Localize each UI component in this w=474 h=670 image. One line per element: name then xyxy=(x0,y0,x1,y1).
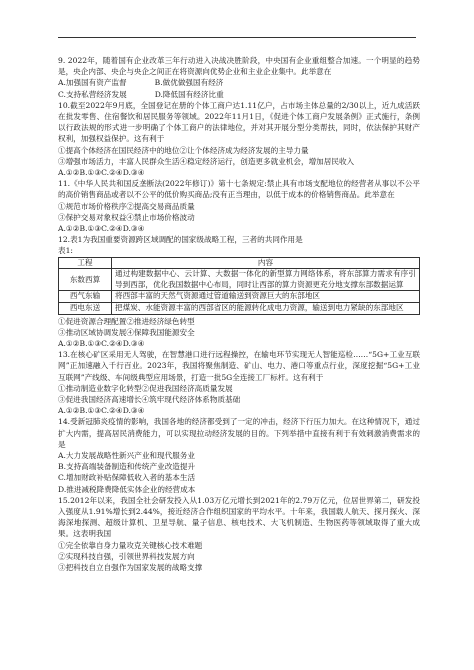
q15-item-1: ①完全依靠自身力量攻克关键核心技术难题 xyxy=(58,540,203,550)
q14-option-c: C.增加财政补贴保障低收入者的基本生活 xyxy=(58,473,196,483)
table-cell-project: 西气东输 xyxy=(59,291,112,303)
q9-option-a: A.加强国有资产监督 xyxy=(58,78,127,88)
q13-answer-options: A.①②B.①③C.②④D.③④ xyxy=(58,406,145,416)
q10-item-line2: ③增强市场活力，丰富人民群众生活④稳定经济运行，创造更多就业机会，增加居民收入 xyxy=(58,156,355,166)
q9-options-row2 xyxy=(58,89,420,100)
q10-stem: 10.截至2022年9月底，全国登记在册的个体工商户达1.11亿户，占市场主体总量的2/30以上，近九成活跃在批发零售、住宿餐饮和居民服务等领域。2022年11月1日，《促进个体工商户发展条例》正式施行，条例以行政法规的形式进一步明确了个体工商户的法律地位，并对其开展分型分类帮扶，同时，依法保护其财产权利，加强权益保护。这有利于 xyxy=(58,100,420,144)
q11-item-line2: ③保护交易对象权益④禁止市场价格波动 xyxy=(58,212,195,222)
q14-stem: 14.受新冠肺炎疫情的影响，我国各地的经济都受到了一定的冲击，经济下行压力加大。在这种情况下，通过扩大内需，提高居民消费能力，可以实现拉动经济发展的目的。下列举措中直接有利于有效刺激消费需求的是 xyxy=(58,417,420,449)
q10-answer-options: A.①②B.①③C.②④D.③④ xyxy=(58,168,145,178)
question-list xyxy=(58,55,420,573)
q9-option-c: C.支持私营经济发展 xyxy=(58,89,127,99)
q13-item-line2: ③促进我国经济高速增长④筑牢现代经济体系物质基础 xyxy=(58,395,241,405)
q12-answer-options: A.①②B.①③C.②④D.③④ xyxy=(58,339,145,349)
q9-option-b: B.做优做强国有经济 xyxy=(154,78,224,88)
q9-options-row1 xyxy=(58,77,420,88)
table-row xyxy=(59,303,420,315)
q12-item-line2: ③推动区域协调发展④保障我国能源安全 xyxy=(58,327,195,337)
table-header-project: 工程 xyxy=(59,257,112,269)
table-header-content: 内容 xyxy=(112,257,420,269)
table-header-row xyxy=(59,257,420,269)
table-cell-project: 东数西算 xyxy=(59,269,112,291)
q13-item-line1: ①推动制造业数字化转型②促进我国经济高质量发展 xyxy=(58,383,233,393)
q12-item-line1: ①促进资源合理配置②推进经济绿色转型 xyxy=(58,316,195,326)
header-rule xyxy=(58,37,416,38)
project-table xyxy=(58,257,420,315)
table-cell-content: 把煤炭、水能资源丰富的西部省区的能源转化成电力资源，输送到电力紧缺的东部地区 xyxy=(112,303,420,315)
q13-stem: 13.在核心矿区采用无人驾驶，在智慧港口进行远程操控，在输电环节实现无人智能巡检……“5G+工业互联网”正加速融入千行百业。2023年，我国将聚焦制造、矿山、电力、港口等重点行业，深度挖掘“5G+工业互联网”产线级、车间级典型应用场景，打造一批5G全连接工厂标杆。这有利于 xyxy=(58,350,420,382)
q15-item-3: ③把科技自立自强作为国家发展的战略支撑 xyxy=(58,563,203,573)
q11-stem: 11.《中华人民共和国反垄断法(2022年修订)》第十七条规定:禁止具有市场支配地位的经营者从事以不公平的高价销售商品或者以不公平的低价购买商品;没有正当理由，以低于成本的价格销售商品。此举意在 xyxy=(58,179,420,200)
q12-stem: 12.表1为我国重要资源跨区域调配的国家级战略工程，三者的共同作用是 xyxy=(58,235,303,245)
q15-stem: 15.2012年以来，我国全社会研发投入从1.03万亿元增长到2021年的2.79万亿元，位居世界第二，研发投入强度从1.91%增长到2.44%，接近经济合作组织国家的平均水平。十年来，我国载人航天、探月探火、深海深地探测、超级计算机、卫星导航、量子信息、核电技术、大飞机制造、生物医药等领域取得了重大成果。这表明我国 xyxy=(58,495,420,539)
q14-option-a: A.大力发展战略性新兴产业和现代服务业 xyxy=(58,451,195,461)
table-cell-content: 将西部丰富的天然气资源通过管道输送到资源巨大的东部地区 xyxy=(112,291,420,303)
q9-stem: 9. 2022年，随着国有企业改革三年行动进入决战决胜阶段，中央国有企业重组整合加速。一个明显的趋势是，央企内部、央企与央企之间正在将资源向优势企业和主业企业集中。此举意在 xyxy=(58,56,420,77)
table-caption: 表1: xyxy=(58,246,73,256)
table-row xyxy=(59,269,420,291)
q10-item-line1: ①提高个体经济在国民经济中的地位②让个体经济成为经济发展的主导力量 xyxy=(58,145,309,155)
q15-item-2: ②实现科技自强，引领世界科技发展方向 xyxy=(58,551,195,561)
q11-item-line1: ①规范市场价格秩序②提高交易商品质量 xyxy=(58,201,195,211)
table-cell-content: 通过构建数据中心、云计算、大数据一体化的新型算力网络体系，将东部算力需求有序引导到西部，优化我国数据中心布局，同时让西部的算力资源更充分地支撑东部数据运算 xyxy=(112,269,420,291)
q14-option-b: B.支持高端装备制造和传统产业改造提升 xyxy=(58,462,196,472)
table-cell-project: 西电东送 xyxy=(59,303,112,315)
q9-option-d: D.降低国有经济比重 xyxy=(154,89,224,99)
table-row xyxy=(59,291,420,303)
q11-answer-options: A.①②B.①③C.②④D.③④ xyxy=(58,224,145,234)
q14-option-d: D.推进减税降费降低实体企业的经营成本 xyxy=(58,484,196,494)
